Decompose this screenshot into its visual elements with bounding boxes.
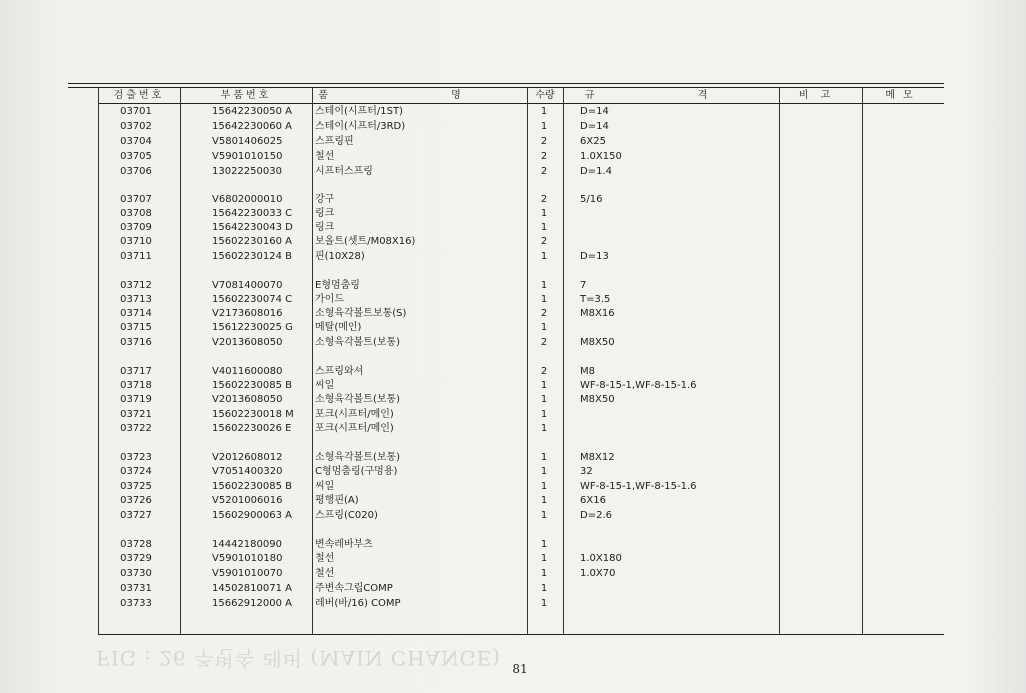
- cell-quantity: 1: [540, 495, 548, 506]
- cell-spec: M8X16: [580, 308, 615, 319]
- cell-part-name: 철선: [315, 151, 335, 162]
- cell-code: 03731: [120, 583, 152, 594]
- cell-part-name: 링크: [315, 222, 335, 233]
- cell-part-name: 주변속그립COMP: [315, 583, 393, 594]
- cell-part-name: 철선: [315, 553, 335, 564]
- cell-code: 03717: [120, 366, 152, 377]
- cell-spec: WF-8-15-1,WF-8-15-1.6: [580, 481, 697, 492]
- cell-quantity: 1: [540, 394, 548, 405]
- cell-code: 03728: [120, 539, 152, 550]
- top-rule: [68, 87, 944, 88]
- cell-part-number: V2012608012: [212, 452, 283, 463]
- table-row: [98, 321, 944, 335]
- table-row: [98, 120, 944, 134]
- table-row: [98, 422, 944, 436]
- cell-part-name: 스테이(시프터/3RD): [315, 121, 406, 132]
- cell-spec: D=13: [580, 251, 609, 262]
- cell-spec: [580, 221, 780, 235]
- table-row: [98, 193, 944, 207]
- table-row: [98, 451, 944, 465]
- cell-spec: [580, 207, 780, 221]
- cell-code: 03722: [120, 423, 152, 434]
- cell-part-name: 씨일: [315, 380, 335, 391]
- table-row: [98, 509, 944, 523]
- header-quantity: 수량: [535, 90, 555, 101]
- cell-part-number: V4011600080: [212, 366, 283, 377]
- cell-quantity: 2: [540, 337, 548, 348]
- cell-spec: [580, 538, 780, 552]
- cell-code: 03716: [120, 337, 152, 348]
- header-underline: [98, 103, 944, 104]
- cell-quantity: 1: [540, 121, 548, 132]
- cell-spec: [580, 422, 780, 436]
- cell-part-number: V7081400070: [212, 280, 283, 291]
- cell-code: 03724: [120, 466, 152, 477]
- cell-spec: M8X12: [580, 452, 615, 463]
- cell-code: 03706: [120, 166, 152, 177]
- cell-part-name: 포크(시프터/메인): [315, 423, 394, 434]
- table-row: [98, 379, 944, 393]
- cell-quantity: 1: [540, 466, 548, 477]
- cell-spec: M8X50: [580, 394, 615, 405]
- cell-code: 03704: [120, 136, 152, 147]
- header-part-name: 품 명: [318, 90, 521, 101]
- table-header: [98, 89, 944, 103]
- cell-part-name: 강구: [315, 194, 335, 205]
- cell-part-name: 소형육각볼트보통(S): [315, 308, 407, 319]
- table-row: [98, 165, 944, 179]
- cell-part-number: V5901010070: [212, 568, 283, 579]
- cell-quantity: 1: [540, 222, 548, 233]
- table-row: [98, 494, 944, 508]
- cell-part-name: 스프링와셔: [315, 366, 364, 377]
- cell-part-name: 씨일: [315, 481, 335, 492]
- cell-part-number: 15602230160 A: [212, 236, 293, 247]
- cell-part-name: C형멈춤링(구멍용): [315, 466, 398, 477]
- cell-part-name: 시프터스프링: [315, 166, 373, 177]
- cell-code: 03710: [120, 236, 152, 247]
- cell-part-name: 보올트(셋트/M08X16): [315, 236, 416, 247]
- table-row: [98, 393, 944, 407]
- cell-quantity: 2: [540, 151, 548, 162]
- cell-part-name: 가이드: [315, 294, 344, 305]
- table-row: [98, 552, 944, 566]
- cell-quantity: 2: [540, 366, 548, 377]
- cell-spec: [580, 582, 780, 596]
- cell-code: 03702: [120, 121, 152, 132]
- cell-part-name: 레버(바/16) COMP: [315, 598, 401, 609]
- cell-part-name: 평행핀(A): [315, 495, 359, 506]
- table-row: [98, 221, 944, 235]
- table-row: [98, 207, 944, 221]
- cell-part-name: 포크(시프터/메인): [315, 409, 394, 420]
- cell-code: 03714: [120, 308, 152, 319]
- table-row: [98, 250, 944, 264]
- cell-code: 03718: [120, 380, 152, 391]
- cell-spec: WF-8-15-1,WF-8-15-1.6: [580, 380, 697, 391]
- cell-part-number: 15602900063 A: [212, 510, 293, 521]
- table-row: [98, 135, 944, 149]
- cell-part-name: 핀(10X28): [315, 251, 365, 262]
- cell-spec: [580, 321, 780, 335]
- cell-part-number: 15602230085 B: [212, 380, 293, 391]
- cell-spec: D=14: [580, 121, 609, 132]
- cell-spec: 5/16: [580, 194, 603, 205]
- header-part-number: 부품번호: [220, 90, 272, 101]
- cell-spec: [580, 408, 780, 422]
- cell-quantity: 1: [540, 280, 548, 291]
- cell-quantity: 1: [540, 583, 548, 594]
- cell-quantity: 1: [540, 568, 548, 579]
- cell-quantity: 1: [540, 208, 548, 219]
- cell-part-number: 15602230085 B: [212, 481, 293, 492]
- cell-quantity: 1: [540, 539, 548, 550]
- bottom-rule: [98, 634, 944, 635]
- cell-part-number: V5901010180: [212, 553, 283, 564]
- table-row: [98, 538, 944, 552]
- cell-spec: 6X25: [580, 136, 606, 147]
- cell-part-name: 스프링핀: [315, 136, 354, 147]
- table-row: [98, 279, 944, 293]
- cell-code: 03719: [120, 394, 152, 405]
- cell-code: 03725: [120, 481, 152, 492]
- cell-part-name: 메탈(메인): [315, 322, 362, 333]
- cell-part-number: 15602230026 E: [212, 423, 292, 434]
- cell-code: 03708: [120, 208, 152, 219]
- cell-part-number: V5901010150: [212, 151, 283, 162]
- cell-code: 03712: [120, 280, 152, 291]
- cell-quantity: 1: [540, 294, 548, 305]
- cell-part-name: E형멈춤링: [315, 280, 360, 291]
- cell-part-name: 철선: [315, 568, 335, 579]
- table-row: [98, 365, 944, 379]
- cell-code: 03733: [120, 598, 152, 609]
- cell-spec: 1.0X150: [580, 151, 622, 162]
- cell-code: 03726: [120, 495, 152, 506]
- cell-part-number: 15602230018 M: [212, 409, 294, 420]
- cell-code: 03730: [120, 568, 152, 579]
- cell-spec: D=14: [580, 106, 609, 117]
- cell-part-number: 14442180090: [212, 539, 282, 550]
- cell-quantity: 1: [540, 251, 548, 262]
- cell-code: 03723: [120, 452, 152, 463]
- cell-quantity: 1: [540, 553, 548, 564]
- cell-part-number: 13022250030: [212, 166, 282, 177]
- cell-quantity: 2: [540, 136, 548, 147]
- cell-code: 03715: [120, 322, 152, 333]
- cell-code: 03705: [120, 151, 152, 162]
- table-row: [98, 336, 944, 350]
- table-row: [98, 293, 944, 307]
- table-row: [98, 597, 944, 611]
- cell-spec: M8X50: [580, 337, 615, 348]
- cell-part-number: V5201006016: [212, 495, 283, 506]
- cell-part-number: V2013608050: [212, 337, 283, 348]
- top-rule-thick: [68, 83, 944, 84]
- cell-code: 03713: [120, 294, 152, 305]
- cell-quantity: 1: [540, 409, 548, 420]
- cell-code: 03709: [120, 222, 152, 233]
- cell-spec: 7: [580, 280, 587, 291]
- cell-spec: [580, 235, 780, 249]
- cell-quantity: 1: [540, 322, 548, 333]
- table-row: [98, 480, 944, 494]
- cell-part-number: V7051400320: [212, 466, 283, 477]
- cell-part-number: V2013608050: [212, 394, 283, 405]
- table-row: [98, 465, 944, 479]
- cell-part-number: 15602230074 C: [212, 294, 293, 305]
- cell-spec: 6X16: [580, 495, 606, 506]
- cell-part-name: 스테이(시프터/1ST): [315, 106, 403, 117]
- cell-part-number: 15602230124 B: [212, 251, 293, 262]
- cell-part-number: 15642230033 C: [212, 208, 293, 219]
- cell-spec: D=2.6: [580, 510, 612, 521]
- cell-quantity: 1: [540, 380, 548, 391]
- table-row: [98, 307, 944, 321]
- cell-spec: 1.0X70: [580, 568, 616, 579]
- cell-quantity: 2: [540, 166, 548, 177]
- header-memo: 메모: [885, 90, 921, 101]
- cell-part-name: 소형육각볼트(보통): [315, 452, 401, 463]
- cell-quantity: 2: [540, 308, 548, 319]
- cell-quantity: 2: [540, 236, 548, 247]
- bleed-through-caption: FIG : 26 주변속 레버 (MAIN CHANGE): [96, 646, 501, 670]
- cell-code: 03727: [120, 510, 152, 521]
- cell-spec: D=1.4: [580, 166, 612, 177]
- cell-code: 03707: [120, 194, 152, 205]
- cell-quantity: 1: [540, 423, 548, 434]
- cell-part-number: V5801406025: [212, 136, 283, 147]
- cell-part-name: 소형육각볼트(보통): [315, 394, 401, 405]
- cell-spec: [580, 597, 780, 611]
- cell-quantity: 1: [540, 510, 548, 521]
- cell-spec: 32: [580, 466, 593, 477]
- cell-quantity: 1: [540, 481, 548, 492]
- cell-spec: T=3.5: [580, 294, 611, 305]
- cell-part-number: 14502810071 A: [212, 583, 293, 594]
- cell-part-number: 15662912000 A: [212, 598, 293, 609]
- cell-part-number: 15642230060 A: [212, 121, 293, 132]
- cell-code: 03701: [120, 106, 152, 117]
- table-row: [98, 150, 944, 164]
- table-row: [98, 235, 944, 249]
- cell-part-number: 15642230043 D: [212, 222, 293, 233]
- cell-spec: M8: [580, 366, 595, 377]
- cell-code: 03721: [120, 409, 152, 420]
- cell-part-name: 스프링(C020): [315, 510, 378, 521]
- table-row: [98, 408, 944, 422]
- page-number: 81: [512, 662, 528, 676]
- table-row: [98, 567, 944, 581]
- table-row: [98, 582, 944, 596]
- header-note: 비고: [798, 90, 843, 101]
- cell-part-name: 소형육각볼트(보통): [315, 337, 401, 348]
- cell-part-number: V6802000010: [212, 194, 283, 205]
- cell-part-number: 15612230025 G: [212, 322, 293, 333]
- cell-part-name: 링크: [315, 208, 335, 219]
- cell-part-number: V2173608016: [212, 308, 283, 319]
- cell-code: 03729: [120, 553, 152, 564]
- cell-part-name: 변속레바부츠: [315, 539, 373, 550]
- cell-part-number: 15642230050 A: [212, 106, 293, 117]
- cell-quantity: 2: [540, 194, 548, 205]
- cell-quantity: 1: [540, 452, 548, 463]
- header-spec: 규 격: [584, 90, 758, 101]
- cell-spec: 1.0X180: [580, 553, 622, 564]
- cell-code: 03711: [120, 251, 152, 262]
- cell-quantity: 1: [540, 598, 548, 609]
- header-code: 검출번호: [113, 90, 165, 101]
- table-row: [98, 105, 944, 119]
- cell-quantity: 1: [540, 106, 548, 117]
